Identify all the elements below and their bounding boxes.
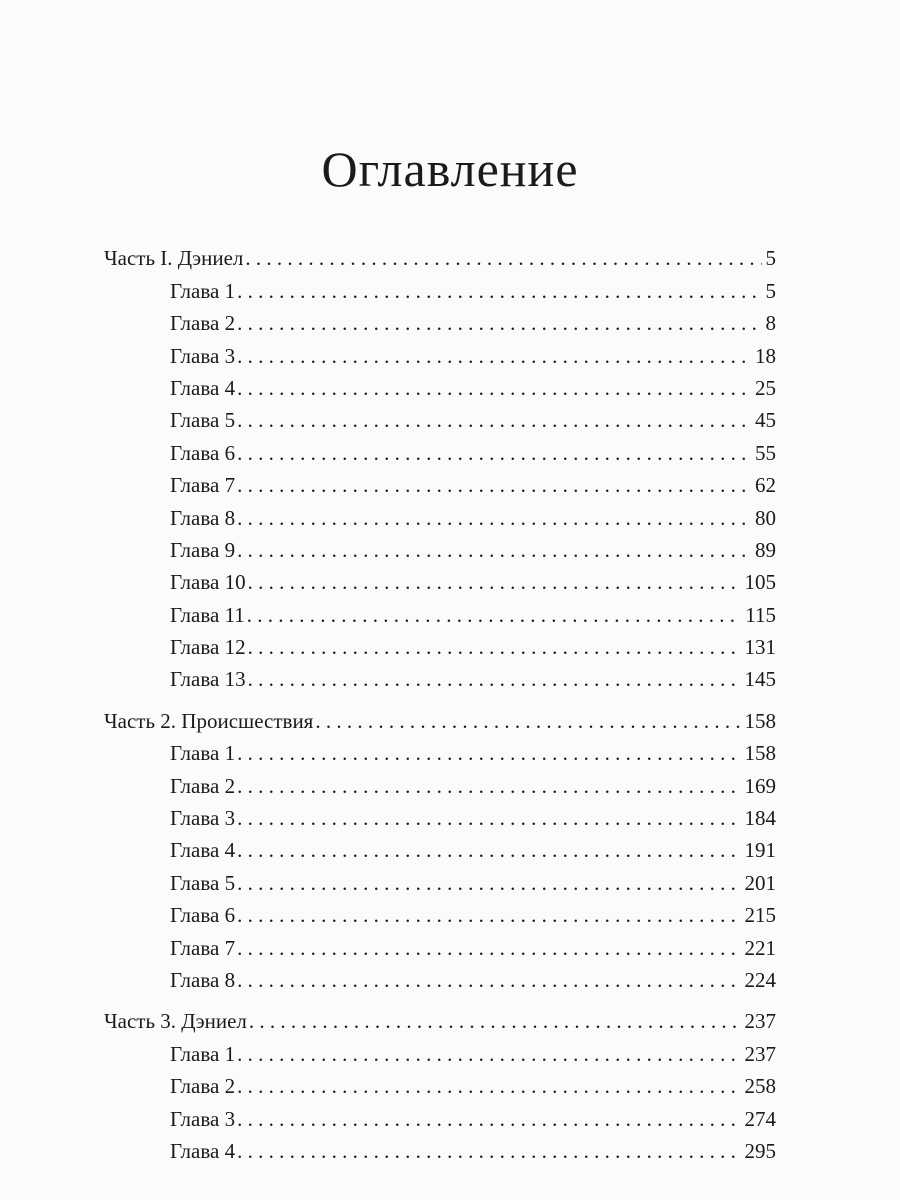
dot-leader <box>237 344 751 368</box>
chapter-title: Глава 10 <box>170 570 246 595</box>
dot-leader <box>237 1042 740 1066</box>
table-of-contents <box>104 238 776 1163</box>
chapter-title: Глава 1 <box>170 1041 236 1066</box>
toc-chapter-entry <box>104 368 776 400</box>
page-number: 115 <box>745 602 776 627</box>
toc-chapter-entry <box>104 1033 776 1065</box>
chapter-title: Глава 9 <box>170 537 236 562</box>
chapter-title: Глава 2 <box>170 773 236 798</box>
page-number: 215 <box>744 903 776 928</box>
page-number: 5 <box>765 278 776 303</box>
toc-part-entry <box>104 1001 776 1033</box>
dot-leader <box>237 903 740 927</box>
chapter-title: Глава 1 <box>170 278 236 303</box>
dot-leader <box>249 1009 741 1033</box>
toc-chapter-entry <box>104 659 776 691</box>
chapter-title: Глава 6 <box>170 903 236 928</box>
toc-chapter-entry <box>104 270 776 302</box>
page-number: 25 <box>755 375 776 400</box>
chapter-title: Глава 4 <box>170 375 236 400</box>
toc-chapter-entry <box>104 830 776 862</box>
page-number: 237 <box>744 1041 776 1066</box>
toc-chapter-entry <box>104 1098 776 1130</box>
toc-chapter-entry <box>104 303 776 335</box>
toc-chapter-entry <box>104 335 776 367</box>
dot-leader <box>245 246 761 270</box>
toc-chapter-entry <box>104 862 776 894</box>
chapter-title: Глава 1 <box>170 741 236 766</box>
toc-part <box>104 238 776 691</box>
dot-leader <box>237 441 751 465</box>
chapter-title: Глава 12 <box>170 635 246 660</box>
dot-leader <box>237 1107 740 1131</box>
dot-leader <box>237 408 751 432</box>
page-number: 80 <box>755 505 776 530</box>
part-title: Часть 3. Дэниел <box>104 1009 247 1034</box>
toc-chapter-entry <box>104 594 776 626</box>
page-number: 45 <box>755 408 776 433</box>
chapter-title: Глава 7 <box>170 473 236 498</box>
page-number: 295 <box>744 1138 776 1163</box>
page-number: 105 <box>744 570 776 595</box>
chapter-title: Глава 6 <box>170 440 236 465</box>
toc-part <box>104 700 776 992</box>
chapter-title: Глава 2 <box>170 311 236 336</box>
toc-chapter-entry <box>104 627 776 659</box>
page-number: 237 <box>744 1009 776 1034</box>
toc-chapter-entry <box>104 497 776 529</box>
chapter-title: Глава 3 <box>170 806 236 831</box>
dot-leader <box>237 1139 740 1163</box>
dot-leader <box>237 279 761 303</box>
dot-leader <box>248 667 741 691</box>
dot-leader <box>247 603 741 627</box>
page-number: 145 <box>744 667 776 692</box>
toc-chapter-entry <box>104 895 776 927</box>
toc-chapter-entry <box>104 400 776 432</box>
toc-chapter-entry <box>104 432 776 464</box>
toc-chapter-entry <box>104 562 776 594</box>
page-number: 274 <box>744 1106 776 1131</box>
toc-chapter-entry <box>104 530 776 562</box>
page-number: 131 <box>744 635 776 660</box>
toc-chapter-entry <box>104 765 776 797</box>
toc-part <box>104 1001 776 1163</box>
page-number: 55 <box>755 440 776 465</box>
page-number: 184 <box>744 806 776 831</box>
toc-chapter-entry <box>104 798 776 830</box>
page-number: 191 <box>744 838 776 863</box>
page-number: 224 <box>744 967 776 992</box>
page-number: 5 <box>765 246 776 271</box>
dot-leader <box>237 473 751 497</box>
chapter-title: Глава 4 <box>170 838 236 863</box>
chapter-title: Глава 4 <box>170 1138 236 1163</box>
toc-chapter-entry <box>104 465 776 497</box>
dot-leader <box>237 311 761 335</box>
chapter-title: Глава 5 <box>170 408 236 433</box>
page-number: 8 <box>765 311 776 336</box>
chapter-title: Глава 8 <box>170 967 236 992</box>
toc-chapter-entry <box>104 733 776 765</box>
toc-part-entry <box>104 700 776 732</box>
page-number: 18 <box>755 343 776 368</box>
toc-chapter-entry <box>104 927 776 959</box>
chapter-title: Глава 13 <box>170 667 246 692</box>
dot-leader <box>237 936 740 960</box>
dot-leader <box>237 774 740 798</box>
dot-leader <box>237 506 751 530</box>
dot-leader <box>237 871 740 895</box>
page-number: 221 <box>744 935 776 960</box>
dot-leader <box>248 570 741 594</box>
page-title: Оглавление <box>321 141 579 197</box>
page-number: 62 <box>755 473 776 498</box>
toc-part-entry <box>104 238 776 270</box>
dot-leader <box>237 1074 740 1098</box>
page-number: 89 <box>755 537 776 562</box>
page-number: 201 <box>744 870 776 895</box>
toc-chapter-entry <box>104 960 776 992</box>
page-number: 158 <box>744 741 776 766</box>
page-number: 169 <box>744 773 776 798</box>
page-number: 258 <box>744 1074 776 1099</box>
part-title: Часть I. Дэниел <box>104 246 244 271</box>
dot-leader <box>248 635 741 659</box>
dot-leader <box>315 709 740 733</box>
chapter-title: Глава 8 <box>170 505 236 530</box>
page-number: 158 <box>744 708 776 733</box>
dot-leader <box>237 838 740 862</box>
chapter-title: Глава 3 <box>170 343 236 368</box>
chapter-title: Глава 7 <box>170 935 236 960</box>
dot-leader <box>237 538 751 562</box>
chapter-title: Глава 5 <box>170 870 236 895</box>
toc-chapter-entry <box>104 1066 776 1098</box>
toc-chapter-entry <box>104 1131 776 1163</box>
chapter-title: Глава 2 <box>170 1074 236 1099</box>
chapter-title: Глава 11 <box>170 602 245 627</box>
dot-leader <box>237 741 740 765</box>
chapter-title: Глава 3 <box>170 1106 236 1131</box>
dot-leader <box>237 376 751 400</box>
dot-leader <box>237 806 740 830</box>
part-title: Часть 2. Происшествия <box>104 708 314 733</box>
dot-leader <box>237 968 740 992</box>
